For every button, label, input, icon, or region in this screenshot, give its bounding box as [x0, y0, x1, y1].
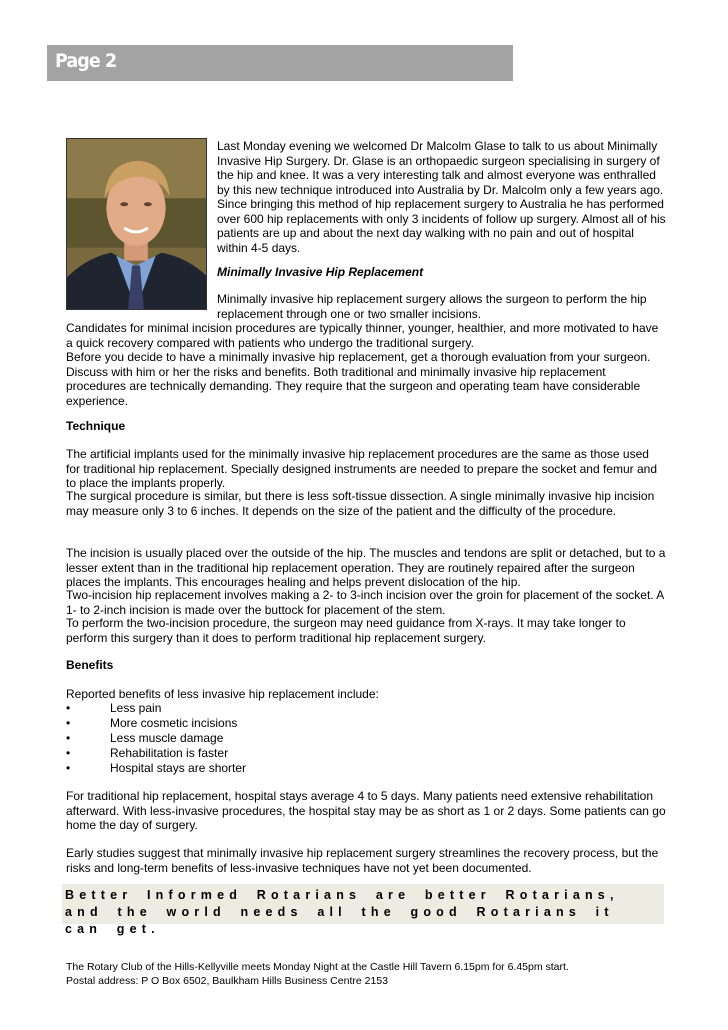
- benefits-intro: Reported benefits of less invasive hip replacement include:: [66, 687, 379, 701]
- footer-meeting-info: The Rotary Club of the Hills-Kellyville meets Monday Night at the Castle Hill Tavern 6.15pm for 6.45pm start.: [66, 961, 569, 973]
- technique-paragraph-5: To perform the two-incision procedure, the surgeon may need guidance from X-rays. It may take longer to perform this surgery than it does to perform traditional hip replacement surgery.: [66, 616, 626, 645]
- list-item-text: Hospital stays are shorter: [110, 761, 247, 775]
- tagline-banner: [62, 884, 664, 936]
- hospital-stay-paragraph: For traditional hip replacement, hospital stays average 4 to 5 days. Many patients need extensive rehabilitation afterward. With less-invasive procedures, the hospital stay may be as short as 1 or 2 days. Some patients can go home the day of surgery.: [66, 789, 666, 832]
- candidates-paragraph: Candidates for minimal incision procedures are typically thinner, younger, healthier, and more motivated to have a quick recovery compared with patients who undergo the traditional surgery.: [66, 321, 659, 350]
- technique-paragraph-2: The surgical procedure is similar, but there is less soft-tissue dissection. A single minimally invasive hip incision may measure only 3 to 6 inches. It depends on the size of the patient and the difficulty of the procedure.: [66, 489, 655, 518]
- bullet-icon: •: [66, 701, 71, 715]
- page-banner: [47, 45, 513, 81]
- list-item-text: Rehabilitation is faster: [110, 746, 229, 760]
- tagline-text: Better Informed Rotarians are better Rotarians, and the world needs all the good Rotarians it can get.: [65, 888, 619, 936]
- list-item-text: More cosmetic incisions: [110, 716, 238, 730]
- footer-postal-address: Postal address: P O Box 6502, Baulkham Hills Business Centre 2153: [66, 975, 388, 987]
- page-label: Page 2: [55, 50, 117, 72]
- bullet-icon: •: [66, 746, 71, 760]
- technique-paragraph-4: Two-incision hip replacement involves making a 2- to 3-inch incision over the groin for placement of the socket. A 1- to 2-inch incision is made over the buttock for placement of the stem.: [66, 588, 664, 617]
- list-item-text: Less muscle damage: [110, 731, 224, 745]
- technique-paragraph-1: The artificial implants used for the minimally invasive hip replacement procedures are the same as those used for traditional hip replacement. Specially designed instruments are needed to prepare the socket and femur and to place the implants properly.: [66, 447, 658, 490]
- technique-paragraph-3: The incision is usually placed over the outside of the hip. The muscles and tendons are split or detached, but to a lesser extent than in the traditional hip replacement operation. They are routinely repaired after the surgeon places the implants. This encourages healing and helps prevent dislocation of the hip.: [66, 546, 666, 589]
- bullet-icon: •: [66, 761, 71, 775]
- article-heading: Minimally Invasive Hip Replacement: [217, 265, 424, 279]
- lead-paragraph: Minimally invasive hip replacement surgery allows the surgeon to perform the hip replacement through one or two smaller incisions.: [217, 292, 647, 321]
- bullet-icon: •: [66, 731, 71, 745]
- speaker-photo: [66, 138, 207, 310]
- list-item-text: Less pain: [110, 701, 162, 715]
- technique-heading: Technique: [66, 419, 126, 433]
- bullet-icon: •: [66, 716, 71, 730]
- intro-paragraph: Last Monday evening we welcomed Dr Malcolm Glase to talk to us about Minimally Invasive Hip Surgery. Dr. Glase is an orthopaedic surgeon specialising in surgery of the hip and knee. It was a very interesting talk and almost everyone was enthralled by this new technique introduced into Australia by Dr. Malcolm only a few years ago. Since bringing this method of hip replacement surgery to Australia he has performed over 600 hip replacements with only 3 incidents of follow up surgery. Almost all of his patients are up and about the next day walking with no pain and out of hospital within 4-5 days.: [217, 139, 666, 255]
- early-studies-paragraph: Early studies suggest that minimally invasive hip replacement surgery streamlines the recovery process, but the risks and long-term benefits of less-invasive techniques have not yet been documented.: [66, 846, 659, 875]
- benefits-heading: Benefits: [66, 658, 114, 672]
- evaluation-paragraph: Before you decide to have a minimally invasive hip replacement, get a thorough evaluation from your surgeon. Discuss with him or her the risks and benefits. Both traditional and minimally invasive hip replacement procedures are technically demanding. They require that the surgeon and operating team have considerable experience.: [66, 350, 651, 408]
